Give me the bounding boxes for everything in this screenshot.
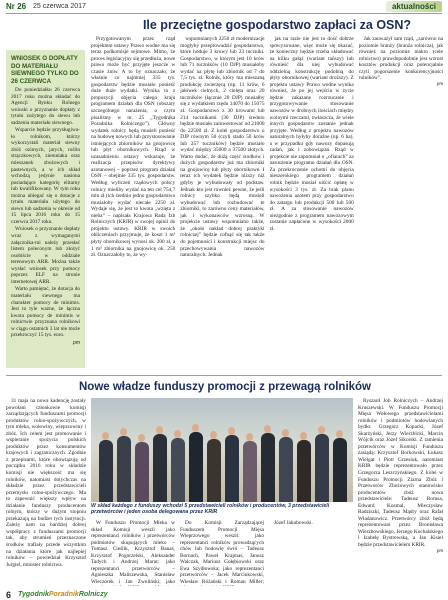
article1-column <box>359 36 443 371</box>
person-figure <box>189 432 203 502</box>
person-head <box>174 430 181 438</box>
logo-text: Rolniczy <box>78 591 108 598</box>
article1-paragraph: Jak zauważył sam rząd, „zarówno na poziomie branży (branża rolnicza), jak również na poziomie makro (cele rolnictwo) prawdopodobnie jest wzrost kosztów produkcji oraz potencjalnie czyli pogorszenie konkurencyjności rolników”. <box>358 36 443 82</box>
article2-right-column <box>358 398 443 584</box>
article2-middle-body <box>91 520 353 586</box>
person-head <box>318 426 325 434</box>
sidebar-signature: pm <box>73 339 80 346</box>
group-photo <box>91 398 353 502</box>
article1-signature: pm <box>436 81 443 87</box>
section-label: aktualności <box>386 1 442 12</box>
person-head <box>246 433 253 441</box>
person-figure <box>171 438 185 502</box>
article1-title: Ile przeciętne gospodarstwo zapłaci za OSN? <box>142 18 412 32</box>
person-figure <box>315 434 329 502</box>
person-figure <box>135 442 149 502</box>
issue-date: 25 czerwca 2017 <box>33 3 86 10</box>
person-figure <box>99 440 113 502</box>
publication-logo <box>18 591 108 598</box>
article2-column <box>180 520 264 586</box>
person-head <box>156 426 163 434</box>
person-head <box>264 425 271 433</box>
article1-paragraph: jak na razie nie jest to dość dobrze sprecyzowane, więc może się okazać, że konieczny będzie trzeba składować na kilku gałąź (wariant tańszy) lub równieść dla niej wybudować oddzielną konstrukcję podobną do płyty obornikowej (wariant droższy). Z projektu ustawy Prawo wodne wynika również, że po jej wejściu w życie będzie zakazane rozrzucanie i przygotowywanie stosowanie nawozów w drobnych ilościach między wolnymi rzeczami, zwłaszcza, że wiele innych gospodarstw zostanie jednak przyjęte. Według z projektu nawozów naturalnych byłyby doraźne (np. 6 ha), a w przypadku gdy nawozy dopasują zadań, jak i zobowiązań. Rząd w projekcie nie zapomniał o „ofiarach” za naruszenie programu działań dla OSN. Za przekroczenie ochotni do objęcia nieszerokiego programem działań rolnik będzie musiał uiścić opłatę w wysokości 3 tys. zł. Za brak planu nawożenia azotem przy gospodarstwo do zatargu lub produkcji 500 lub 500 zł. A za stosowanie nawozów niezgodnie z programem nawozowym zostanie zapłacone w wysokości 2000 zł. <box>269 36 354 232</box>
article1-paragraph: wspomnianych 2250 zł modernizacje mogłyby przeprowadzić gospodarstwo, które hoduje 3 krowy lub 23 tuczniki. Gospodarstwo, w którym jest 10 krów lub 71 tuczników (10 DJP) musiałoby wydać na płytę lub zbiornik od 7 do 7,5 tys. zł. Rolnik, który ma mieszaną produkcję zwierzęcą (np. 11 krów, 6 jałówek cielnych, 2 cielęta oraz 20 tuczników (łącznie 20 DJP) musiałby się z wydatkiem rzędu 14070 do 15075 zł. Gospodarstwo z 30 krowami lub 214 tucznikami (30 DJP) średnio będzie musiało zainwestować od 21000 do 22500 zł. Z kolei gospodarstwo o DJP równym 50 (czyli stado 50 krów lub 357 tuczników) będzie musiało wydać między 35000 a 37500 złotych. Warto dodać, że dużą część środków i dużych gospodarstw już ma zbiorniki na gnojowicę lub płyty obornikowe. I teraz ich wydatek będzie niższy niż gdyby je wybudowały od podstaw. Jednak kto jest również pewne, że jeśli rolnicy szybko będą musieli wybudować lub rozbudować te zbiorniki, to zarówno ceny materiałów, jak i wykonawców wzrosną. W projekcie ustawy wspomniano także, że „około nakład dobrej praktyki rolniczej” będzie cofnąć się tak także do pojemności i konstrukcji miejsc do przechowywania nawozów naturalnych. Jednak <box>180 36 265 259</box>
article2-title: Nowe władze funduszy promocji z przewagą rolników <box>78 381 371 393</box>
person-figure <box>207 439 221 502</box>
issue-number: Nr 26 <box>6 2 27 11</box>
header-rule <box>6 13 442 14</box>
sidebar-paragraph: Wniosek o przyznanie dopłaty wraz z wymaganymi załącznika-mi należy przesłać listem poleconym lub złożyć osobiście w oddziale terenowym ARR. Można także wysłać wniosek przy pomocy poprzez ELF na stronie internetowej ARR. <box>11 226 80 285</box>
article2-signature: pm <box>436 548 443 554</box>
person-figure <box>243 441 257 502</box>
article2-paragraph: Ryszard Job Rolniczych – Andrzej Kruszewski. W Funduszu Promocji Mięsa Wołowego przedstawicielami rolników i podmiotów hodowlanych bydło: Grzegorz Kopacki, Józef Skarżyński, Jerzy Wierzbicki, Marcin Wójcik oraz Józef Sikorski. Z ramienia przetwórców w Komisji Funduszu zasiądą: Krzysztof Borkowski, Łukasz Wielgat i Piotr Grzesiuk, natomiast KRIR będzie reprezentowało przez Grzegorza Leszczyńskiego. Z kolei w Funduszu Promocji Ziarna Zbóż i Przetworów Zbożowych stanowisko producentów zbóż nowa przedstawiciele: Tadeusz Borusa, Edward Kosmal, Mieczysław Radziszki, Tadeusz Mądry oraz Rafał Władanowicz. Przetwórcy zbóż będą reprezentowani przez Bronisława Wierzbowskiego, Jerzego Kochalskiego i Izabelę Bystrewską, a Jan Kisiel będzie przedstawicielem KRIR. <box>358 398 443 549</box>
person-figure <box>117 436 131 502</box>
article1-body <box>91 36 443 371</box>
article2-left-column <box>6 398 86 584</box>
page-number: 6 <box>6 590 12 600</box>
person-figure <box>279 437 293 502</box>
person-head <box>102 432 109 440</box>
person-figure <box>261 433 275 502</box>
person-head <box>120 428 127 436</box>
logo-text: Poradnik <box>48 591 79 598</box>
article1-column <box>270 36 354 371</box>
person-figure <box>153 434 167 502</box>
sidebar-heading: WNIOSEK O DOPŁATY DO MATERIAŁU SIEWNEGO TYLKO DO 26 CZERWCA <box>11 55 79 85</box>
sidebar-box <box>6 50 85 368</box>
sidebar-text <box>11 87 80 339</box>
article2-paragraph: W Funduszu Promocji Mleka w skład Komisji weszli jako reprezentanci rolników i przetwórców podmiotów skupujących mleko – Tomasz Cieślik, Krzysztof Banaś, Krzysztof Pogorzelski, Aleksander Tadych i Andrzej Marut; jako reprezentanci przetwórców – Agnieszka Maliszewska, Stanisław Wieczorek i Jan Zwoliński; jako <box>91 520 175 585</box>
article2-paragraph: Józef Jakubowski. <box>274 520 313 526</box>
article2-column <box>269 520 353 586</box>
person-head <box>282 429 289 437</box>
person-head <box>138 434 145 442</box>
article2-paragraph: 31 maja na nowa kadencję zostały powołani członkowie komisji zarządzających funduszami promocji produktów rolno-spożywczych, w tym mleka, wołowiny, wieprzowiny i zbóż. Ich celem jest promowanie i wspieranie spożycia polskich produktów przez konsumentów krajowych i zagranicznych. Zgodnie z przepisami, które obowiązują od początku 2016 roku w składzie komisji nie większość ma się rolników, natomiast dotychczas na składzie przez przedstawicieli przemysłu rolno-spożywczego. Ma to zapewnić większy wpływ na działanie funduszy producentom rolnym, którzy w dużym stopniu przekazują na budżet tych instytucji. Zależy nam na bardziej dobrej współpracy z funduszami promocji tak, aby strumień przeznaczone środków trafiały przede wszystkim na działania które jak najlepiej rolników – powiedział Krzysztof Jurgiel, minister rolnictwa. <box>6 398 86 568</box>
person-head <box>336 430 343 438</box>
photo-caption: W skład każdego z funduszy wchodzi 5 przedstawicieli rolników i producentów, 3 przedstawicieli przetwórców i jeden osoba delegowana przez KRIR <box>91 503 330 516</box>
person-head <box>300 432 307 440</box>
sidebar-paragraph: Wsparcie będzie przysługiwa-ło rolnikom, którzy wykorzystali materiał siewny zbóż ozimych, jarych, roślin strączkowych, ziemniaka oraz mieszanek zbożowych i pastewnych, a w ich skład wchodzą jedynie nasiona posiadające kategorię elitarny lub kwalifikowany. W tym roku można ubiegać się o dotacje z tytułu materiału użytego do siewu lub sadzenia w okresie od 15 lipca 2016 roku do 15 czerwca 2017 roku. <box>11 127 80 225</box>
article1-paragraph: Przygotowanym przez rząd projektem ustawy Prawo wodne ma się teraz podkomisje sejmowe. Mimo, że proces legislacyjny się przedłuża, nowe prawo może być przyjęte jeszcze w czasie żniw. A to by oznaczało, że właśnie co najmniej 335 tys. gospodarstw będzie musiało ponieść duże duże wydatki. Wynika to z propozycji objęcia całego kraju programem działań dla OSN (obszary szczególnego narażenia, o czym pisaliśmy w nr. 25 „Tygodnika Poradnika Rolniczego”). Główny wydatek rolnicy będą musieli ponieść na budowę nowych lub przystosowanie istniejących zbiorników na gnojowicę lub płyt obornikowych. Rząd w uzasadnieniu ustawy wskazuje, że realizacja przepisów dyrektywy azotanowej – poprzez program działań OSN – obejmie 335 tys. gospodarstw. Według wyliczeń rządowych polscy rolnicy mieliby wydać na ten cel 754,7 mln zł (ich średnio jedno gospodarstwo musiałoby wydać niecałe 2250 zł. Wydaje się, że jest to kwota „wzięta z nieba” – napisała Krajowa Rada Izb Rolniczych (KRIR) w swojej opinii do projektu ustawy. KRIR w swoich obliczeniach przyjmuje, że koszt 1 m³ płyty obornikowej wynosi ok. 200 zł, a 1 m³ zbiornika na gnojowicę ok. 250 zł. Oznaczałoby to, że wy- <box>91 36 176 259</box>
person-head <box>192 424 199 432</box>
person-figure <box>225 435 239 502</box>
person-head <box>210 431 217 439</box>
article1-column <box>180 36 264 371</box>
person-figure <box>333 438 347 502</box>
sidebar-paragraph: Warto pamiętać, że dotacja do materiału siewnego ma charakter pomocy de minimis. Jest to tyle ważne, że łączna kwota pomocy de minimis w rolnictwie przyznana rolnikowi w ciągu ostatnich 3 lat nie może przekroczyć 15 tys. euro. <box>11 286 80 339</box>
logo-text: Tygodnik <box>18 591 49 598</box>
sidebar-paragraph: Do poniedziałku 26 czerwca 2017 roku można składać do Agencji Rynku Rolnego wnioski o przyznanie dopłaty z tytułu zużytego do siewu lub sadzenia materiału siewnego. <box>11 87 80 126</box>
article2-column <box>91 520 175 586</box>
person-figure <box>297 440 311 502</box>
article-divider <box>6 375 442 376</box>
article1-column <box>91 36 175 371</box>
article2-paragraph: Do Komisji Zarządzającej Funduszem Promocji Mięsa Wieprzowego weszli: jako reprezentanci rolników prowadzących chów lub hodowlę świń – Tadeusz Bornach, Paweł Krajmas, Janusz Walczak, Mariusz Gołębiowski oraz Ewa Szydłowska; jako reprezentanci przetwórców – Jacek Marcinkowski, Wiesław Różański i Roman Miller; <box>180 520 264 585</box>
person-head <box>228 427 235 435</box>
